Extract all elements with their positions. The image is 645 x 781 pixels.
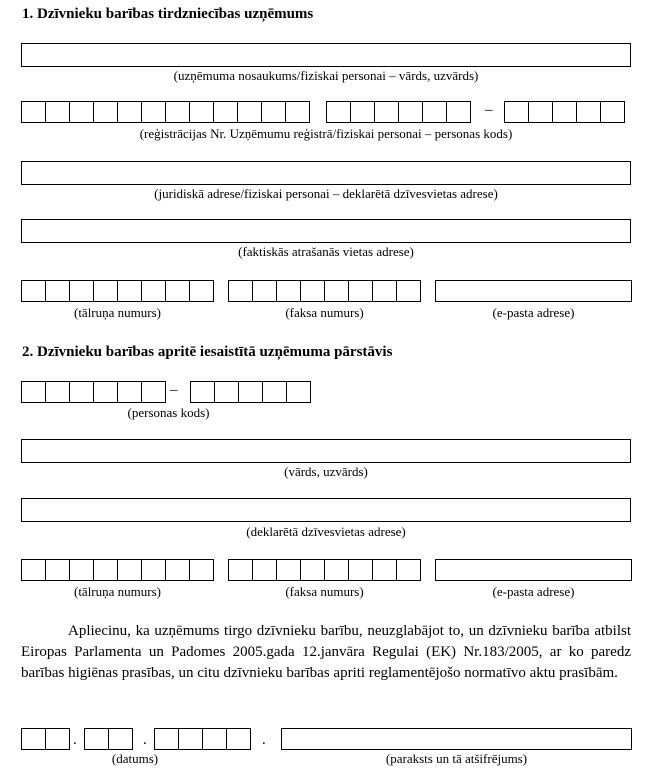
representative-fax-cells[interactable] [228,559,421,581]
reg-number-caption: (reģistrācijas Nr. Uzņēmumu reģistrā/fiziskai personai – personas kods) [139,126,513,141]
personal-code-cells-group2[interactable] [190,381,311,403]
section1-heading: 1. Dzīvnieku barības tirdzniecības uzņēmums [22,6,314,22]
date-dot-2: . [143,732,147,748]
legal-address-field[interactable] [21,161,631,185]
representative-address-field[interactable] [21,498,631,522]
representative-phone-cells[interactable] [21,559,214,581]
signature-caption: (paraksts un tā atšifrējums) [385,751,528,766]
legal-address-caption: (juridiskā adrese/fiziskai personai – deklarētā dzīvesvietas adrese) [154,186,498,201]
company-email-field[interactable] [435,280,632,302]
representative-email-caption: (e-pasta adrese) [492,584,575,599]
date-caption: (datums) [111,751,159,766]
date-month-cells[interactable] [84,728,133,750]
declaration-text: Apliecinu, ka uzņēmums tirgo dzīvnieku barību, neuzglabājot to, un dzīvnieku barība atbilst Eiropas Parlamenta un Padomes 2005.gada 12.janvāra Regulai (EK) Nr.183/2005, ar ko paredz barības higiēnas prasības, un citu dzīvnieku barības apriti reglamentējošo normatīvo aktu prasībām. [21,623,631,681]
signature-field[interactable] [281,728,632,750]
representative-address-caption: (deklarētā dzīvesvietas adrese) [246,524,406,539]
date-dot-3: . [262,732,266,748]
personal-code-cells-group1[interactable] [21,381,166,403]
personal-code-dash: – [170,382,178,398]
date-dot-1: . [73,732,77,748]
company-name-caption: (uzņēmuma nosaukums/fiziskai personai – vārds, uzvārds) [173,68,479,83]
company-fax-caption: (faksa numurs) [285,305,364,320]
representative-name-field[interactable] [21,439,631,463]
actual-address-field[interactable] [21,219,631,243]
company-email-caption: (e-pasta adrese) [492,305,575,320]
section2-heading: 2. Dzīvnieku barības apritē iesaistītā uzņēmuma pārstāvis [22,344,393,360]
date-year-cells[interactable] [154,728,251,750]
personal-code-caption: (personas kods) [127,405,210,420]
company-phone-caption: (tālruņa numurs) [73,305,161,320]
representative-phone-caption: (tālruņa numurs) [73,584,161,599]
company-phone-cells[interactable] [21,280,214,302]
representative-fax-caption: (faksa numurs) [285,584,364,599]
representative-name-caption: (vārds, uzvārds) [284,464,368,479]
company-name-field[interactable] [21,43,631,67]
representative-email-field[interactable] [435,559,632,581]
company-fax-cells[interactable] [228,280,421,302]
reg-number-cells-group3[interactable] [504,101,625,123]
date-day-cells[interactable] [21,728,70,750]
reg-number-cells-group2[interactable] [326,101,471,123]
reg-dash: – [485,102,493,118]
actual-address-caption: (faktiskās atrašanās vietas adrese) [238,244,414,259]
reg-number-cells-group1[interactable] [21,101,310,123]
